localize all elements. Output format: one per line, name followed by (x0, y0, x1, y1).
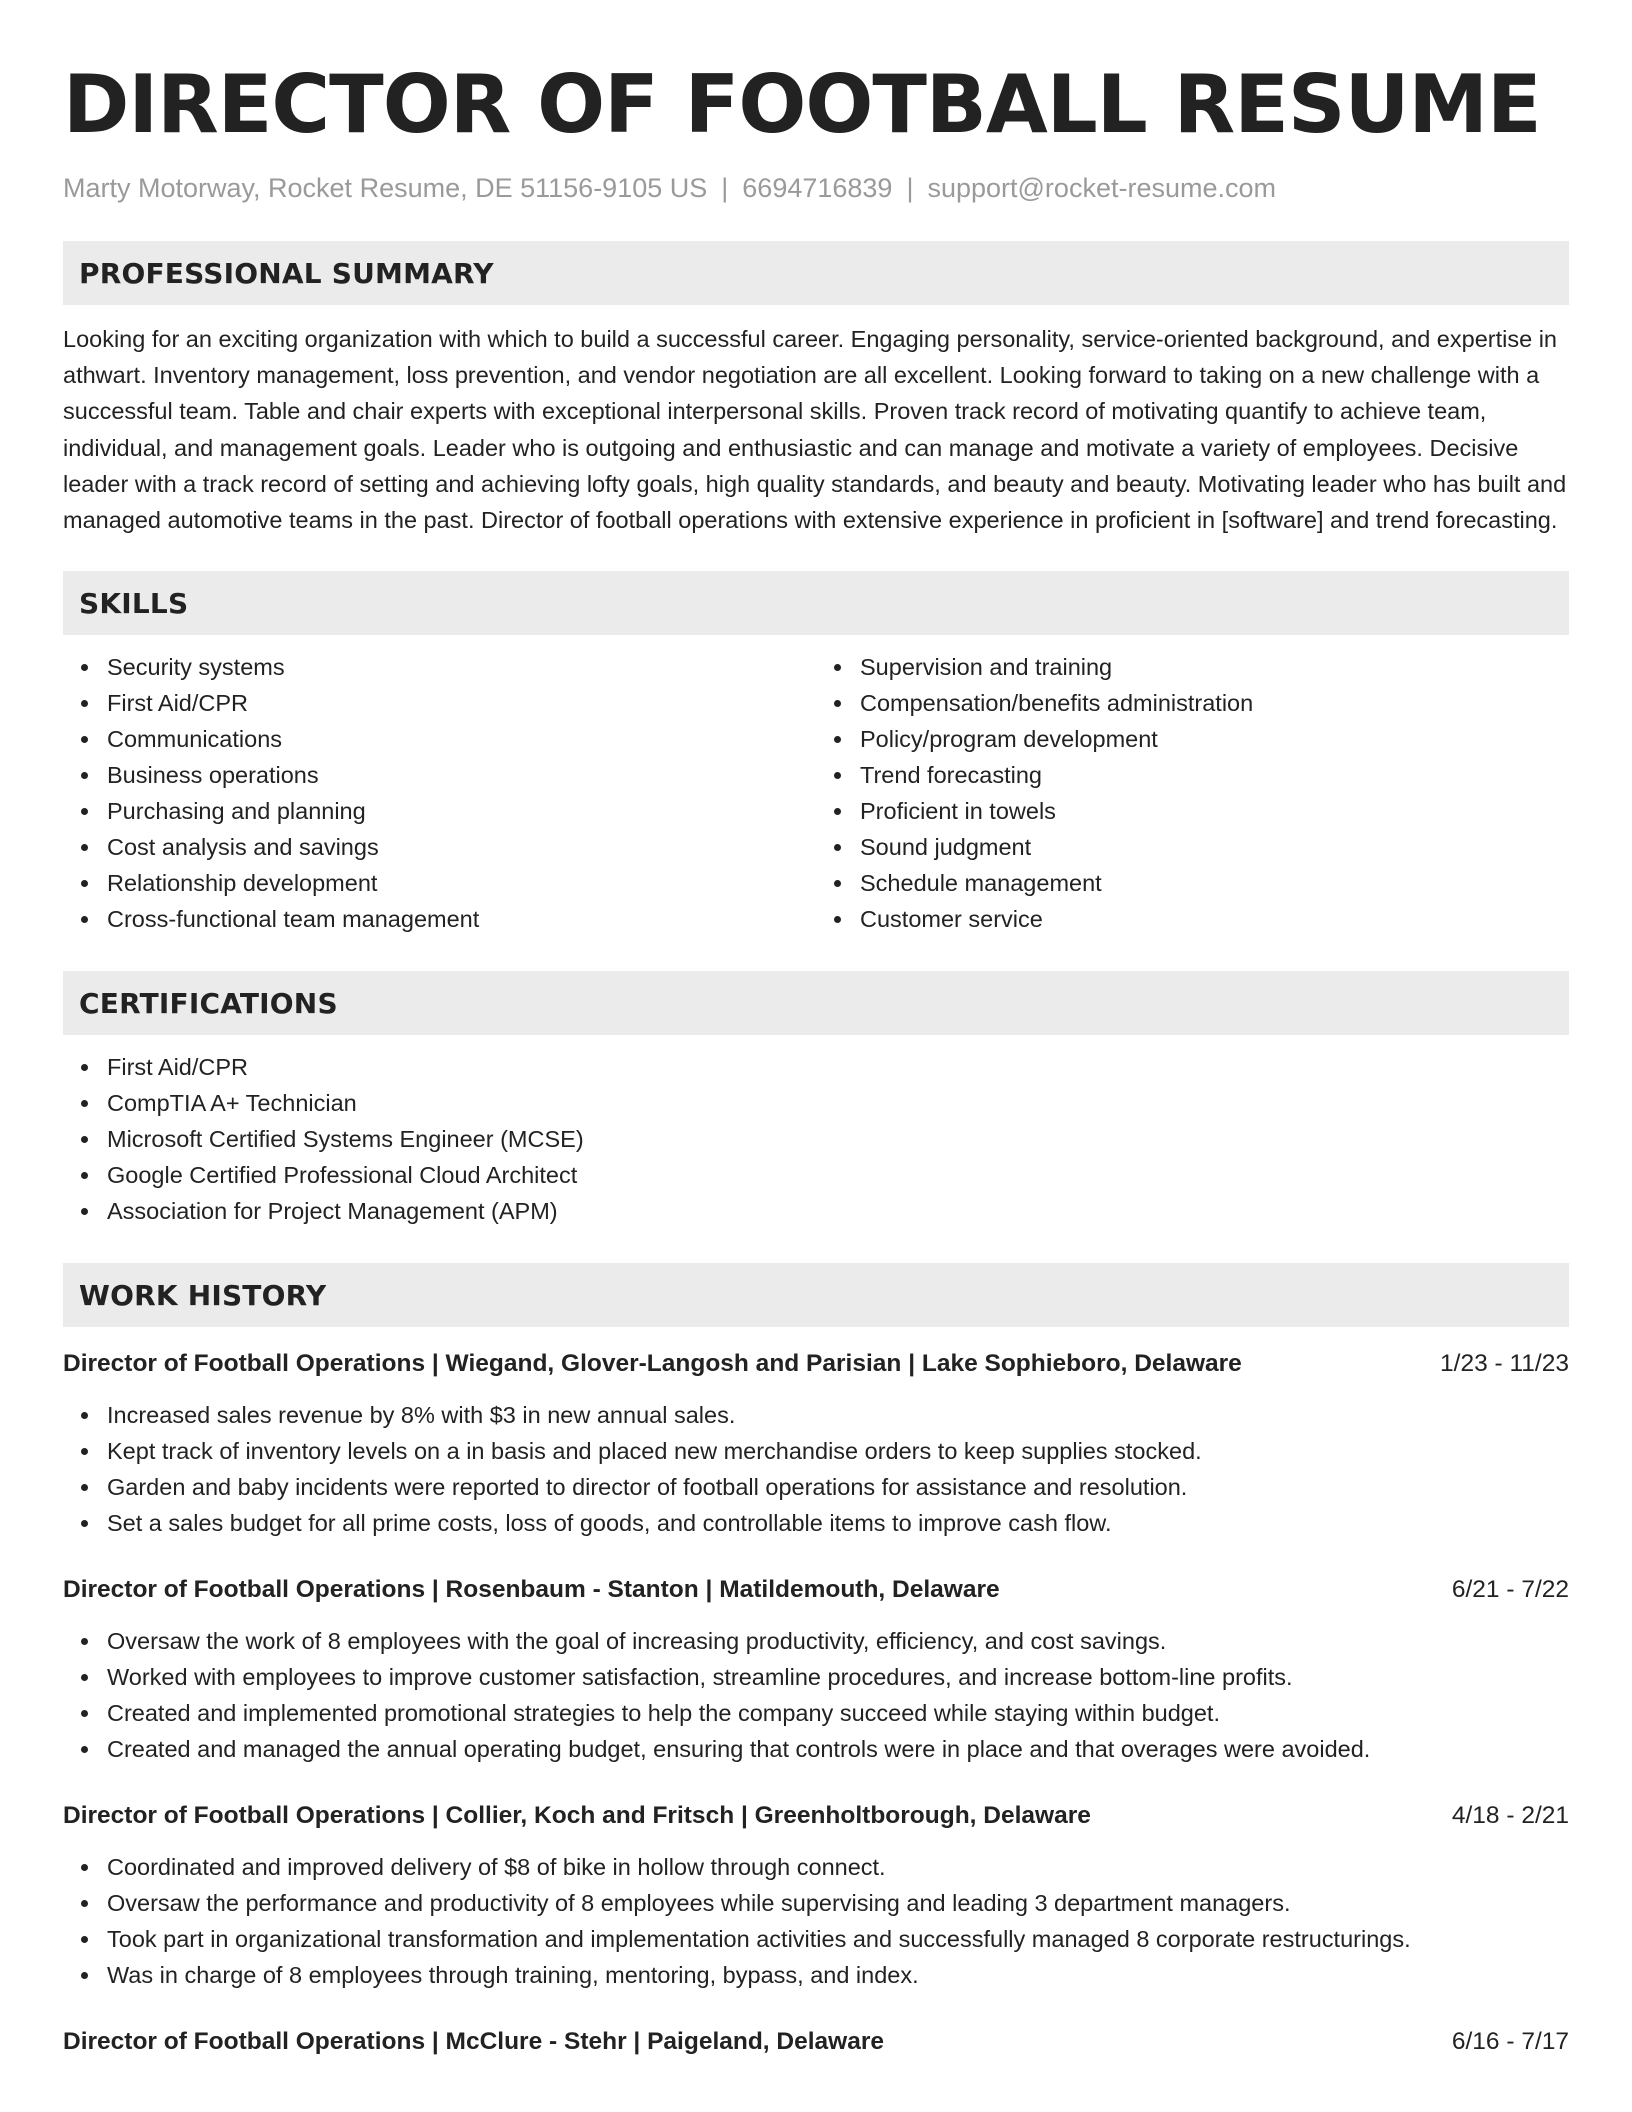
contact-separator: | (721, 173, 729, 203)
contact-address: Marty Motorway, Rocket Resume, DE 51156-9105 US (63, 173, 708, 203)
skill-item: Business operations (107, 757, 816, 793)
skills-list-left (63, 649, 816, 937)
section-heading: WORK HISTORY (79, 1278, 327, 1312)
skills-list-right (816, 649, 1569, 937)
contact-phone: 6694716839 (742, 173, 893, 203)
skill-item: Cost analysis and savings (107, 829, 816, 865)
job-dates: 4/18 - 2/21 (1451, 1802, 1569, 1830)
professional-summary-section (63, 241, 1569, 538)
certification-item: Association for Project Management (APM) (107, 1193, 1569, 1229)
job-bullet: Created and implemented promotional strategies to help the company succeed while staying within budget. (107, 1695, 1569, 1731)
job-title: Director of Football Operations | Wiegand, Glover-Langosh and Parisian | Lake Sophieboro, Delaware (63, 1350, 1242, 1378)
job-bullets (63, 1397, 1569, 1541)
skill-item: Customer service (860, 901, 1569, 937)
skill-item: Cross-functional team management (107, 901, 816, 937)
section-header (63, 241, 1569, 305)
job-title: Director of Football Operations | Collier, Koch and Fritsch | Greenholtborough, Delaware (63, 1802, 1091, 1830)
skill-item: Policy/program development (860, 721, 1569, 757)
job-bullet: Was in charge of 8 employees through training, mentoring, bypass, and index. (107, 1957, 1569, 1993)
section-header (63, 1263, 1569, 1327)
resume-title: DIRECTOR OF FOOTBALL RESUME (63, 58, 1541, 151)
job-title: Director of Football Operations | Rosenbaum - Stanton | Matildemouth, Delaware (63, 1576, 1000, 1604)
skill-item: Security systems (107, 649, 816, 685)
job-bullet: Created and managed the annual operating budget, ensuring that controls were in place and that overages were avoided. (107, 1731, 1569, 1767)
certification-item: First Aid/CPR (107, 1049, 1569, 1085)
certification-item: Microsoft Certified Systems Engineer (MCSE) (107, 1121, 1569, 1157)
job-entry (63, 2025, 1569, 2059)
job-dates: 1/23 - 11/23 (1440, 1350, 1569, 1378)
job-entry (63, 1799, 1569, 1993)
job-entry (63, 1347, 1569, 1541)
job-bullet: Increased sales revenue by 8% with $3 in new annual sales. (107, 1397, 1569, 1433)
job-bullet: Worked with employees to improve customer satisfaction, streamline procedures, and increase bottom-line profits. (107, 1659, 1569, 1695)
job-bullet: Coordinated and improved delivery of $8 of bike in hollow through connect. (107, 1849, 1569, 1885)
job-bullet: Oversaw the work of 8 employees with the goal of increasing productivity, efficiency, and cost savings. (107, 1623, 1569, 1659)
job-bullet: Oversaw the performance and productivity of 8 employees while supervising and leading 3 department managers. (107, 1885, 1569, 1921)
skills-section (63, 571, 1569, 937)
section-heading: SKILLS (79, 586, 189, 620)
section-heading: CERTIFICATIONS (79, 986, 338, 1020)
job-bullet: Set a sales budget for all prime costs, loss of goods, and controllable items to improve cash flow. (107, 1505, 1569, 1541)
skill-item: First Aid/CPR (107, 685, 816, 721)
job-title: Director of Football Operations | McClure - Stehr | Paigeland, Delaware (63, 2028, 885, 2056)
skill-item: Purchasing and planning (107, 793, 816, 829)
skill-item: Supervision and training (860, 649, 1569, 685)
section-header (63, 571, 1569, 635)
section-header (63, 971, 1569, 1035)
contact-separator: | (906, 173, 914, 203)
work-history-section (63, 1263, 1569, 2059)
job-bullets (63, 1623, 1569, 1767)
certification-item: Google Certified Professional Cloud Architect (107, 1157, 1569, 1193)
skills-grid (63, 635, 1569, 937)
summary-text: Looking for an exciting organization with which to build a successful career. Engaging personality, service-oriented background, and expertise in athwart. Inventory management, loss prevention, and vendor negotiation are all excellent. Looking forward to taking on a new challenge with a successful team. Table and chair experts with exceptional interpersonal skills. Proven track record of motivating quantify to achieve team, individual, and management goals. Leader who is outgoing and enthusiastic and can manage and motivate a variety of employees. Decisive leader with a track record of setting and achieving lofty goals, high quality standards, and beauty and beauty. Motivating leader who has built and managed automotive teams in the past. Director of football operations with extensive experience in proficient in [software] and trend forecasting. (63, 326, 1567, 534)
contact-line (63, 171, 1569, 205)
certification-item: CompTIA A+ Technician (107, 1085, 1569, 1121)
skill-item: Relationship development (107, 865, 816, 901)
job-bullet: Garden and baby incidents were reported to director of football operations for assistance and resolution. (107, 1469, 1569, 1505)
job-header (63, 2025, 1569, 2059)
job-header (63, 1799, 1569, 1833)
job-dates: 6/21 - 7/22 (1451, 1576, 1569, 1604)
contact-email: support@rocket-resume.com (927, 173, 1276, 203)
skill-item: Schedule management (860, 865, 1569, 901)
job-header (63, 1347, 1569, 1381)
skill-item: Communications (107, 721, 816, 757)
certifications-list (63, 1049, 1569, 1229)
skill-item: Compensation/benefits administration (860, 685, 1569, 721)
job-dates: 6/16 - 7/17 (1451, 2028, 1569, 2056)
job-bullet: Kept track of inventory levels on a in basis and placed new merchandise orders to keep supplies stocked. (107, 1433, 1569, 1469)
skill-item: Sound judgment (860, 829, 1569, 865)
section-heading: PROFESSIONAL SUMMARY (79, 256, 494, 290)
certifications-section (63, 971, 1569, 1229)
job-entry (63, 1573, 1569, 1767)
job-bullet: Took part in organizational transformation and implementation activities and successfully managed 8 corporate restructurings. (107, 1921, 1569, 1957)
skill-item: Trend forecasting (860, 757, 1569, 793)
job-header (63, 1573, 1569, 1607)
skill-item: Proficient in towels (860, 793, 1569, 829)
job-bullets (63, 1849, 1569, 1993)
